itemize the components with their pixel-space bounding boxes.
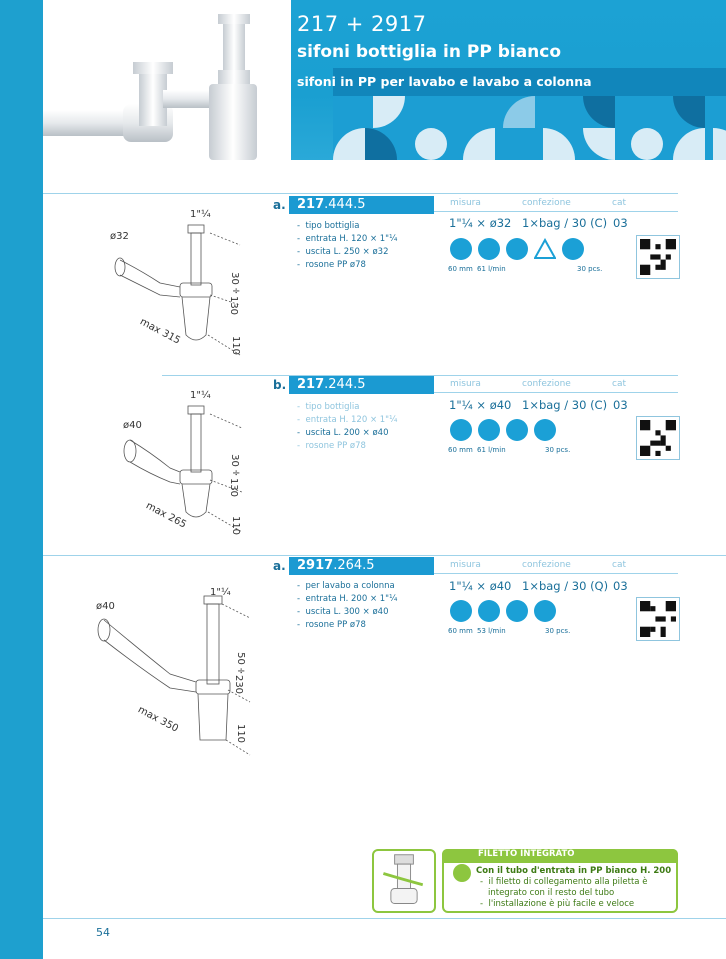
info-bullet: - l'installazione è più facile e veloce	[480, 899, 635, 909]
flow-rate-icon	[478, 419, 500, 441]
feature-item: - tipo bottiglia	[297, 402, 360, 412]
dim-h2: 130	[228, 477, 240, 498]
product-size: 1"¼ × ø32	[449, 216, 512, 230]
product-features	[297, 401, 397, 453]
bag-packaging-icon	[562, 238, 584, 260]
section-divider	[43, 193, 678, 194]
feature-icons	[450, 238, 584, 260]
dim-h1: 50	[234, 652, 246, 665]
feature-item: - rosone PP ø78	[297, 260, 366, 270]
drain-depth-icon	[450, 600, 472, 622]
eu-standard-icon	[506, 238, 528, 260]
dim-length: max 265	[143, 500, 189, 531]
product-size: 1"¼ × ø40	[449, 579, 512, 593]
dim-h2: 230	[233, 674, 245, 695]
feature-icons	[450, 600, 556, 622]
column-header-cat: cat	[612, 560, 626, 570]
feature-item: - entrata H. 120 × 1"¼	[297, 415, 398, 425]
feature-item: - rosone PP ø78	[297, 441, 366, 451]
dim-sep: ÷	[232, 286, 241, 297]
product-code-rest: .444.5	[324, 197, 366, 212]
left-color-strip	[0, 0, 43, 959]
dim-side: ø40	[96, 601, 115, 612]
bag-packaging-icon	[534, 600, 556, 622]
product-code-main: 217	[297, 197, 325, 212]
section-divider	[43, 918, 726, 919]
feature-item: - rosone PP ø78	[297, 620, 366, 630]
certification-triangle-icon	[534, 238, 556, 260]
dim-bottom: 110	[230, 515, 242, 536]
info-bullet: - il filetto di collegamento alla piletta è	[480, 877, 648, 887]
dim-top: 1"¼	[210, 587, 231, 598]
flow-label: 53 l/min	[477, 627, 506, 635]
dim-top: 1"¼	[190, 209, 211, 220]
depth-label: 60 mm	[448, 265, 473, 273]
bag-packaging-icon	[534, 419, 556, 441]
drain-depth-icon	[450, 238, 472, 260]
product-cat: 03	[613, 398, 628, 412]
feature-item: - tipo bottiglia	[297, 221, 360, 231]
pieces-label: 30 pcs.	[577, 265, 603, 273]
dim-side: ø32	[110, 231, 129, 242]
product-code-rest: .244.5	[324, 377, 366, 392]
eu-standard-icon	[506, 600, 528, 622]
product-code	[289, 557, 434, 575]
page-number: 54	[96, 926, 110, 939]
qr-code[interactable]	[636, 597, 680, 641]
info-lead: Con il tubo d'entrata in PP bianco H. 200	[476, 866, 672, 876]
info-illustration	[372, 849, 436, 913]
product-pack: 1×bag / 30 (C)	[522, 216, 608, 230]
column-header-cat: cat	[612, 379, 626, 389]
dim-top: 1"¼	[190, 390, 211, 401]
feature-item: - uscita L. 300 × ø40	[297, 607, 389, 617]
feature-item: - uscita L. 200 × ø40	[297, 428, 389, 438]
product-features	[297, 220, 397, 272]
dim-h1: 30	[228, 454, 240, 467]
qr-code[interactable]	[636, 416, 680, 460]
info-text	[476, 866, 671, 910]
dim-bottom: 110	[230, 335, 242, 356]
product-code-rest: .264.5	[333, 558, 375, 573]
section-divider	[43, 555, 726, 556]
page-description: sifoni in PP per lavabo e lavabo a colonna	[297, 74, 592, 89]
info-heading: FILETTO INTEGRATO	[442, 849, 678, 863]
product-cat: 03	[613, 216, 628, 230]
dim-h2: 130	[228, 295, 240, 316]
column-header-pack: confezione	[522, 560, 571, 570]
feature-icons	[450, 419, 556, 441]
dim-sep: ÷	[237, 666, 246, 677]
page-title: 217 + 2917	[297, 12, 427, 36]
flow-rate-icon	[478, 600, 500, 622]
column-header-size: misura	[450, 379, 481, 389]
flow-rate-icon	[478, 238, 500, 260]
pieces-label: 30 pcs.	[545, 446, 571, 454]
column-header-size: misura	[450, 560, 481, 570]
depth-label: 60 mm	[448, 446, 473, 454]
leaf-icon	[453, 864, 471, 882]
column-header-size: misura	[450, 198, 481, 208]
info-bullet: integrato con il resto del tubo	[488, 888, 615, 898]
product-code-main: 217	[297, 377, 325, 392]
product-letter: a.	[273, 559, 286, 573]
product-code-main: 2917	[297, 558, 334, 573]
dim-h1: 30	[228, 272, 240, 285]
pieces-label: 30 pcs.	[545, 627, 571, 635]
product-size: 1"¼ × ø40	[449, 398, 512, 412]
product-code	[289, 196, 434, 214]
column-header-pack: confezione	[522, 379, 571, 389]
eu-standard-icon	[506, 419, 528, 441]
feature-item: - entrata H. 120 × 1"¼	[297, 234, 398, 244]
feature-item: - uscita L. 250 × ø32	[297, 247, 389, 257]
dim-length: max 315	[137, 316, 183, 347]
column-header-cat: cat	[612, 198, 626, 208]
depth-label: 60 mm	[448, 627, 473, 635]
decorative-pattern	[333, 96, 726, 160]
dim-bottom: 110	[235, 723, 247, 744]
product-cat: 03	[613, 579, 628, 593]
flow-label: 61 l/min	[477, 446, 506, 454]
dim-side: ø40	[123, 420, 142, 431]
pipe-thread-icon	[374, 851, 434, 911]
flow-label: 61 l/min	[477, 265, 506, 273]
product-letter: b.	[273, 378, 287, 392]
qr-code[interactable]	[636, 235, 680, 279]
product-pack: 1×bag / 30 (Q)	[522, 579, 609, 593]
product-letter: a.	[273, 198, 286, 212]
dim-length: max 350	[135, 704, 181, 735]
column-header-pack: confezione	[522, 198, 571, 208]
feature-item: - per lavabo a colonna	[297, 581, 395, 591]
product-features	[297, 580, 397, 632]
drain-depth-icon	[450, 419, 472, 441]
product-pack: 1×bag / 30 (C)	[522, 398, 608, 412]
product-code	[289, 376, 434, 394]
page-subtitle: sifoni bottiglia in PP bianco	[297, 42, 562, 62]
feature-item: - entrata H. 200 × 1"¼	[297, 594, 398, 604]
dim-sep: ÷	[232, 468, 241, 479]
